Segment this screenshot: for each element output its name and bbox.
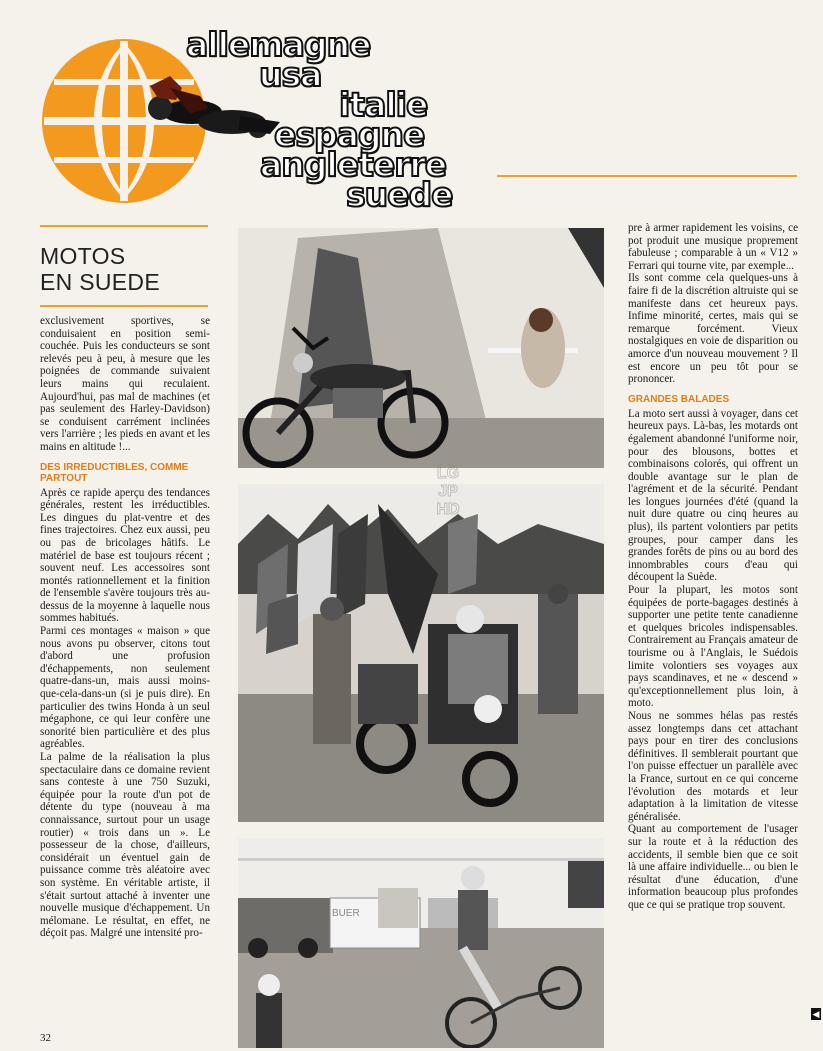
- watermark-line: JP: [438, 483, 458, 500]
- title-top-rule: [40, 225, 208, 227]
- watermark-logo: [413, 465, 483, 525]
- paragraph: Après ce rapide aperçu des tendances générales, restent les irréductibles. Les dingues du plat-ventre et des fines trajectoires. Chez eux aussi, peu ou pas de bricolages hâtifs. Le matériel de base est toujours récent ; souvent neuf. Les accessoires sont montés rationnellement et la finition de l'ensemble s'avère toujours très au-dessus de la moyenne à laquelle nous sommes habitués.: [40, 486, 210, 625]
- country-title: angleterre: [260, 145, 447, 184]
- paragraph: pre à armer rapidement les voisins, ce pot produit une musique proprement fabuleuse ; comparable à un « V12 » Ferrari qui tourne vite, par exemple...: [628, 222, 798, 272]
- page-number: 32: [40, 1032, 51, 1044]
- country-title: allemagne: [186, 25, 371, 64]
- photo-camping-motorcycle: [238, 228, 604, 468]
- paragraph: Pour la plupart, les motos sont équipées de porte-bagages destinés à supporter une petite tente canadienne et quelques bricoles indispensables. Contrairement au Français amateur de tourisme ou à l'Anglais, le Suédois limite volontiers ses voyages aux pays scandinaves, et ne « descend » qu'exceptionnellement plus loin, à moto.: [628, 584, 798, 710]
- photo-bicycle-street: [238, 838, 604, 1048]
- paragraph: Parmi ces montages « maison » que nous avons pu observer, citons tout d'abord une profusion d'échappements, non seulement quatre-dans-un, mais aussi moins-que-cela-dans-un (si je puis dire). En particulier des twins Honda à un seul mégaphone, ce qui leur confère une sonorité bien particulière et des plus agréables.: [40, 625, 210, 751]
- article-title: [40, 243, 210, 295]
- country-titles: [180, 25, 500, 214]
- left-column: [40, 225, 210, 940]
- paragraph: La palme de la réalisation la plus spectaculaire dans ce domaine revient sans conteste à une 750 Suzuki, équipée pour la route d'un pot de détente du type (nouveau à ma connaissance, surtout pour un usage routier) « trois dans un ». Le possesseur de la chose, d'ailleurs, considérait un éventuel gain de puissance comme très aléatoire avec son système. En véritable artiste, il s'était surtout attaché à inventer une nouvelle musique d'échappement. Un mélomane. Le résultat, en effet, ne déçoit pas. Malgré une intensité pro-: [40, 751, 210, 940]
- paragraph: Nous ne sommes hélas pas restés assez longtemps dans cet attachant pays pour en tirer des conclusions définitives. Il semblerait pourtant que l'on puisse effectuer un parallèle avec la France, surtout en ce qui concerne l'évolution des motards et leur adaptation à la limitation de vitesse généralisée.: [628, 709, 798, 823]
- paragraph: Quant au comportement de l'usager sur la route et à la réduction des accidents, il semble bien que ce soit là une affaire individuelle... ou bien le résultat d'une éducation, d'une information beaucoup plus profondes que ce qui se pratique trop souvent.: [628, 823, 798, 911]
- header-rule: [497, 175, 797, 177]
- photo-rally-flags: [238, 484, 604, 822]
- article-title-line2: EN SUEDE: [40, 269, 160, 295]
- paragraph: Ils sont comme cela quelques-uns à faire fi de la discrétion altruiste qui se manifeste dans cet heureux pays. Infime minorité, certes, mais qui se remarque forcément. Vieux nostalgiques en voie de disparition ou amorce d'un nouveau mouvement ? Il est encore un peu tôt pour se prononcer.: [628, 272, 798, 386]
- van-sign-text: BUER: [332, 908, 360, 919]
- country-title: suede: [346, 175, 453, 214]
- right-column: [628, 222, 798, 911]
- country-title: usa: [259, 55, 322, 94]
- paragraph: La moto sert aussi à voyager, dans cet heureux pays. Là-bas, les motards ont également abandonné l'uniforme noir, pour des blousons, bottes et combinaisons colorés, qui offrent un double avantage sur le plan de l'agrément et de la sécurité. Pendant les longues journées d'été (quand la nuit dure quatre ou cinq heures au plus), ils partent volontiers par petits groupes, pour camper dans les grandes forêts de pins ou au bord des innombrables cours d'eau qui découpent la Suède.: [628, 407, 798, 584]
- watermark-line: LG: [436, 465, 460, 482]
- country-title: espagne: [274, 115, 425, 154]
- paragraph: exclusivement sportives, se conduisaient en position semi-couchée. Puis les conducteurs se sont relevés peu à peu, à mesure que les poignées de commande suivaient leurs mains qui reculaient. Aujourd'hui, pas mal de machines (et pas seulement des Harley-Davidson) se conduisent carrément inclinées vers l'arrière ; les pieds en avant et les mains en altitude !...: [40, 315, 210, 453]
- page-edge-arrow-icon: ◀: [812, 1009, 820, 1019]
- watermark-line: HD: [436, 501, 460, 518]
- subheading: DES IRREDUCTIBLES, COMME PARTOUT: [40, 461, 189, 484]
- subheading: GRANDES BALADES: [628, 393, 730, 405]
- country-title: italie: [339, 85, 428, 124]
- article-title-line1: MOTOS: [40, 243, 126, 269]
- title-bottom-rule: [40, 305, 208, 307]
